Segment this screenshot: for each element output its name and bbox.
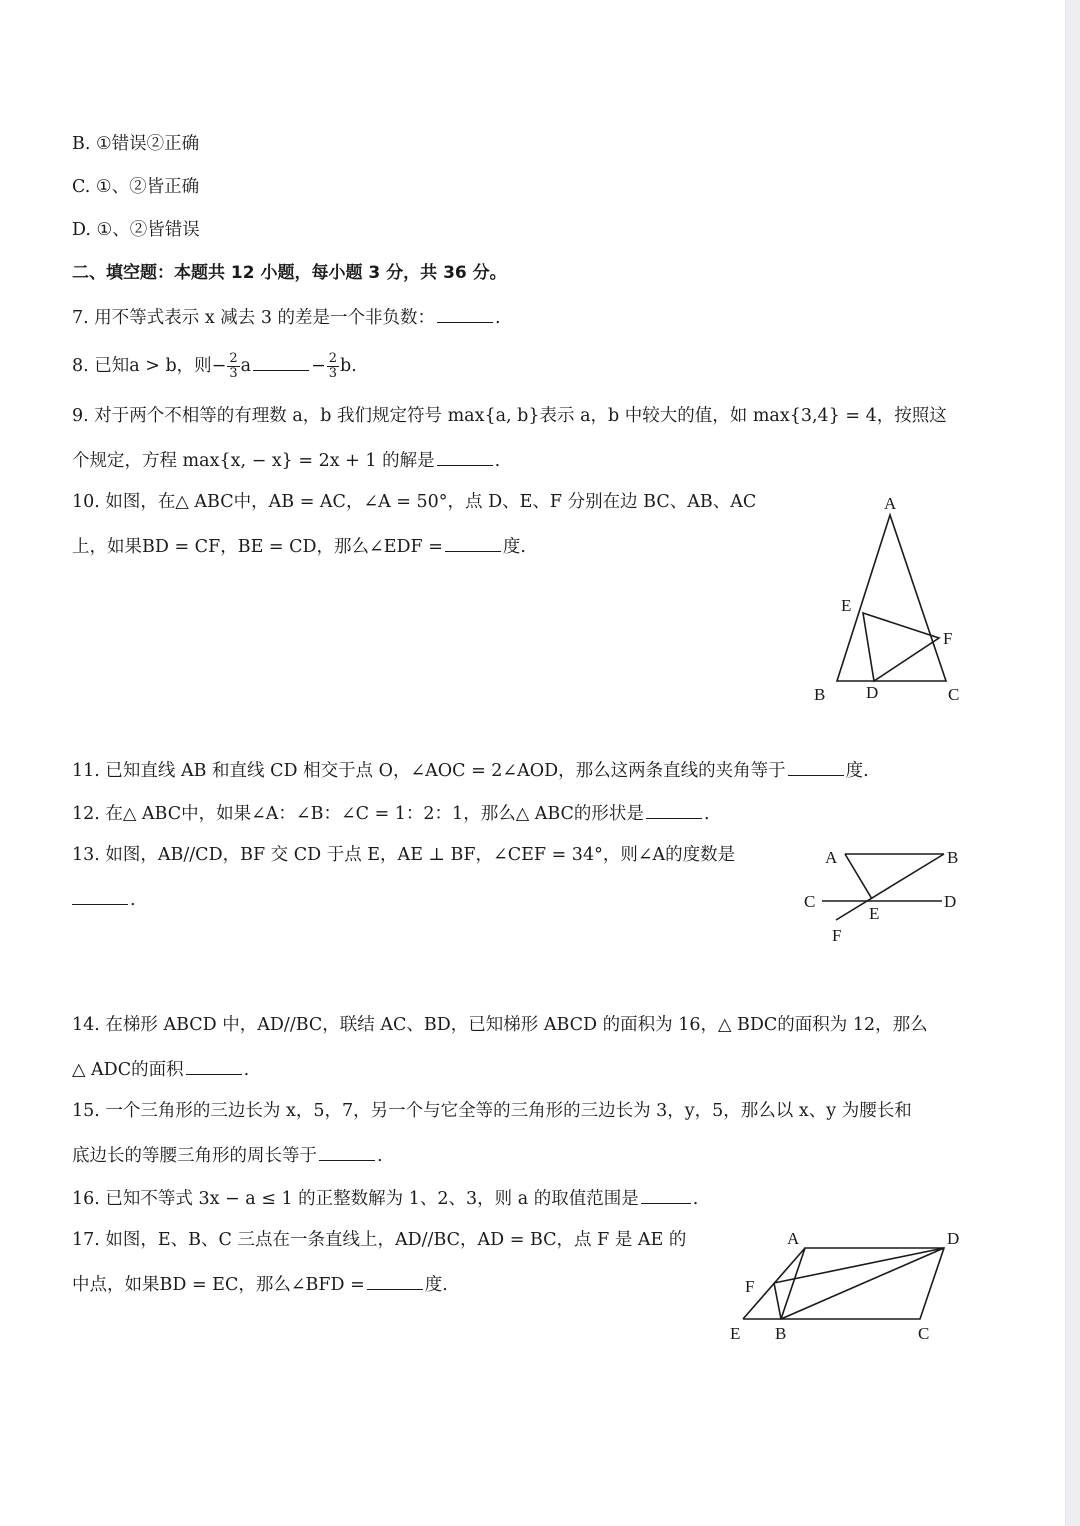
question-12-text: 12. 在△ ABC中，如果∠A：∠B：∠C = 1：2：1，那么△ ABC的形状是 — [72, 804, 644, 824]
answer-blank[interactable] — [367, 1271, 423, 1290]
label-a: A — [787, 1229, 800, 1248]
label-e: E — [730, 1324, 741, 1343]
question-10-line-2 — [72, 533, 526, 559]
question-11 — [72, 757, 869, 783]
question-14-line-1: 14. 在梯形 ABCD 中，AD//BC，联结 AC、BD，已知梯形 ABCD 的面积为 16，△ BDC的面积为 12，那么 — [72, 1015, 928, 1035]
question-9-text: 个规定，方程 max{x, − x} = 2x + 1 的解是 — [72, 451, 435, 471]
fraction-numerator: 2 — [328, 351, 338, 366]
question-17-line-1: 17. 如图，E、B、C 三点在一条直线上，AD//BC，AD = BC，点 F 是 AE 的 — [72, 1230, 687, 1250]
answer-blank[interactable] — [437, 304, 493, 323]
fraction-denominator: 3 — [229, 366, 238, 381]
label-d: D — [866, 683, 879, 702]
label-c: C — [948, 685, 960, 704]
question-17-line-2 — [72, 1271, 448, 1297]
answer-blank[interactable] — [641, 1185, 691, 1204]
label-e: E — [841, 596, 852, 615]
answer-blank[interactable] — [437, 447, 493, 466]
question-13-line-2 — [72, 886, 136, 912]
answer-blank[interactable] — [72, 886, 128, 905]
question-16-end: . — [692, 1189, 699, 1209]
question-14-text: △ ADC的面积 — [72, 1060, 184, 1080]
question-12-end: . — [703, 804, 710, 824]
label-a: A — [884, 494, 897, 513]
answer-blank[interactable] — [253, 352, 309, 371]
label-a: A — [825, 848, 838, 867]
label-d: D — [947, 1229, 960, 1248]
question-16 — [72, 1185, 698, 1211]
answer-blank[interactable] — [445, 533, 501, 552]
question-7-end: . — [495, 308, 501, 328]
label-f: F — [832, 926, 842, 945]
answer-blank[interactable] — [319, 1142, 375, 1161]
option-d: D. ①、②皆错误 — [72, 220, 200, 240]
question-10-text: 上，如果BD = CF，BE = CD，那么∠EDF = — [72, 537, 443, 557]
question-14-end: . — [243, 1060, 250, 1080]
option-c: C. ①、②皆正确 — [72, 177, 200, 197]
question-7 — [72, 304, 501, 330]
question-17-end: 度. — [424, 1275, 448, 1295]
label-c: C — [918, 1324, 930, 1343]
fraction-numerator: 2 — [229, 351, 238, 366]
question-17-text: 中点，如果BD = EC，那么∠BFD = — [72, 1275, 365, 1295]
question-12 — [72, 800, 710, 826]
question-9-end: . — [494, 451, 501, 471]
label-c: C — [804, 892, 816, 911]
fraction — [327, 352, 339, 381]
question-8-var-a: a — [240, 356, 252, 376]
figure-q13 — [800, 840, 980, 950]
triangle-edf — [863, 613, 939, 681]
figure-q17 — [725, 1225, 975, 1350]
question-10-line-1: 10. 如图，在△ ABC中，AB = AC，∠A = 50°，点 D、E、F 分别在边 BC、AB、AC — [72, 492, 757, 512]
label-d: D — [944, 892, 957, 911]
question-8-prefix: 8. 已知a > b，则− — [72, 356, 227, 376]
answer-blank[interactable] — [646, 800, 702, 819]
figure-q10 — [800, 490, 980, 710]
question-11-end: 度. — [845, 761, 869, 781]
section-heading: 二、填空题：本题共 12 小题，每小题 3 分，共 36 分。 — [72, 263, 507, 283]
label-b: B — [947, 848, 959, 867]
page-scroll-edge — [1065, 0, 1080, 1526]
answer-blank[interactable] — [788, 757, 844, 776]
line-fb — [774, 1283, 781, 1319]
question-14-line-2 — [72, 1056, 249, 1082]
question-13-end: . — [130, 890, 136, 910]
question-11-text: 11. 已知直线 AB 和直线 CD 相交于点 O，∠AOC = 2∠AOD，那么这两条直线的夹角等于 — [72, 761, 786, 781]
question-8-minus: − — [311, 356, 326, 376]
question-9-line-1: 9. 对于两个不相等的有理数 a，b 我们规定符号 max{a, b}表示 a，b 中较大的值，如 max{3,4} = 4，按照这 — [72, 406, 947, 426]
question-16-text: 16. 已知不等式 3x − a ≤ 1 的正整数解为 1、2、3，则 a 的取值范围是 — [72, 1189, 639, 1209]
label-f: F — [745, 1277, 755, 1296]
triangle-abc — [837, 515, 946, 681]
question-15-text: 底边长的等腰三角形的周长等于 — [72, 1146, 317, 1166]
question-10-end: 度. — [502, 537, 526, 557]
answer-blank[interactable] — [186, 1056, 242, 1075]
fraction-denominator: 3 — [328, 366, 338, 381]
question-8-suffix: b. — [340, 356, 357, 376]
label-b: B — [775, 1324, 787, 1343]
option-b: B. ①错误②正确 — [72, 134, 200, 154]
question-15-line-1: 15. 一个三角形的三边长为 x，5，7，另一个与它全等的三角形的三边长为 3，y，5，那么以 x、y 为腰长和 — [72, 1101, 912, 1121]
question-15-line-2 — [72, 1142, 383, 1168]
line-bd — [781, 1248, 944, 1319]
question-13-line-1: 13. 如图，AB//CD，BF 交 CD 于点 E，AE ⊥ BF，∠CEF = 34°，则∠A的度数是 — [72, 845, 736, 865]
question-8 — [72, 352, 357, 381]
label-e: E — [869, 904, 880, 923]
question-15-end: . — [377, 1146, 383, 1166]
label-b: B — [814, 685, 826, 704]
question-7-text: 7. 用不等式表示 x 减去 3 的差是一个非负数： — [72, 308, 436, 328]
line-bf — [836, 854, 944, 920]
question-9-line-2 — [72, 447, 500, 473]
label-f: F — [943, 629, 953, 648]
fraction — [227, 352, 239, 381]
line-ae — [845, 854, 872, 899]
